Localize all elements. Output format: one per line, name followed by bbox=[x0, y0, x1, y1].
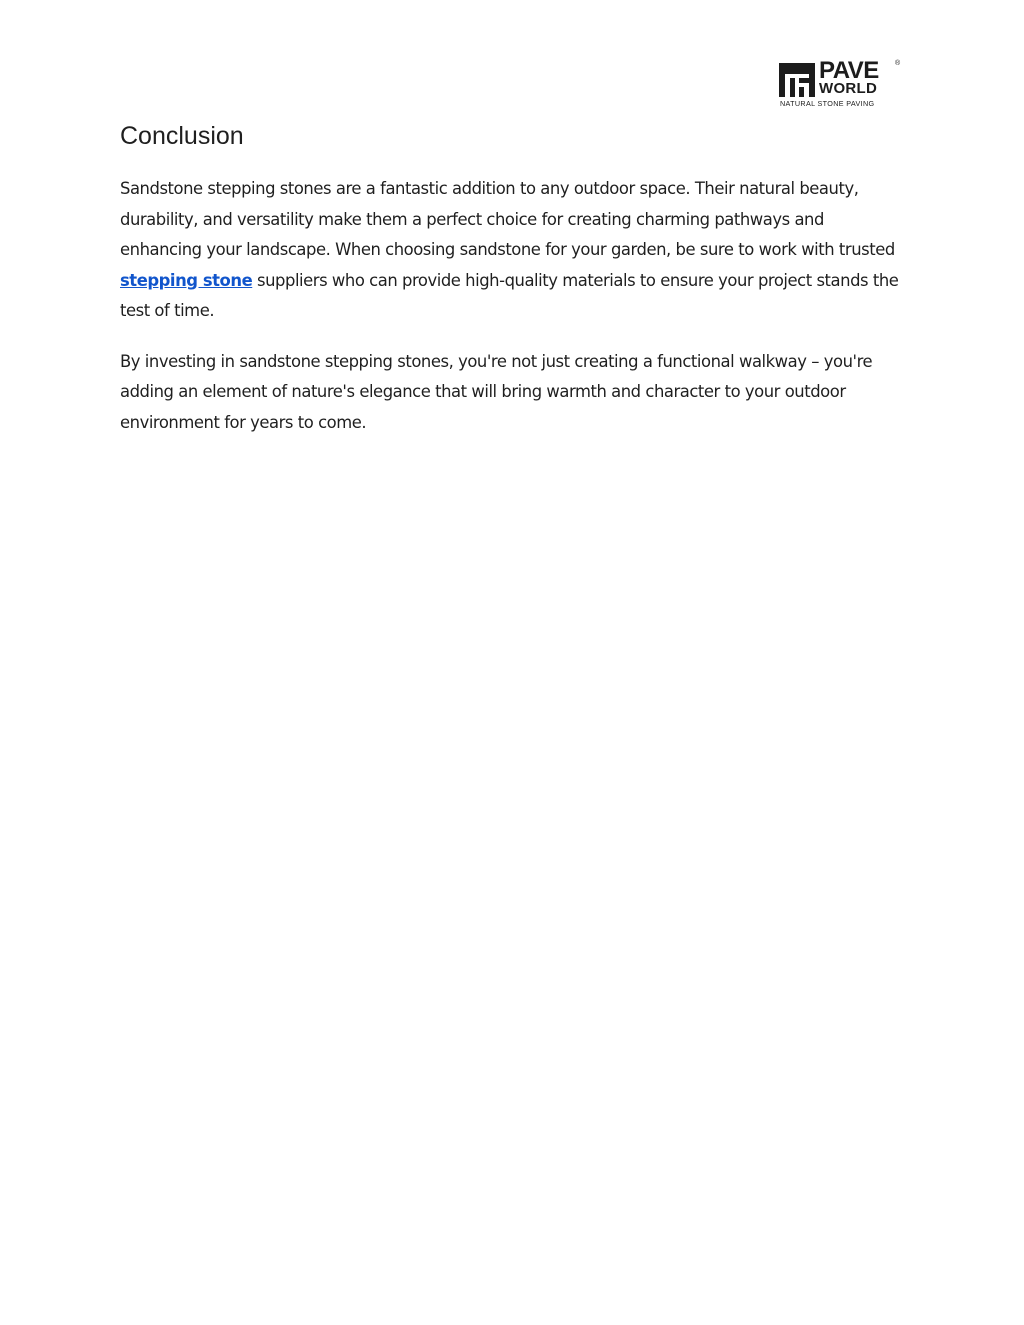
paragraph-text-after-link: suppliers who can provide high-quality materials to ensure your project stands the test of time. bbox=[120, 270, 899, 320]
section-heading: Conclusion bbox=[120, 122, 244, 150]
paragraph-conclusion-2: By investing in sandstone stepping stones, you're not just creating a functional walkway – you're adding an element of nature's elegance that will bring warmth and character to your outdoor environment for years to come. bbox=[120, 351, 873, 432]
logo-brand-line1: PAVE bbox=[819, 57, 879, 84]
document-body bbox=[120, 174, 910, 458]
registered-mark: ® bbox=[895, 60, 901, 67]
logo-brand-line2: WORLD bbox=[819, 80, 878, 97]
logo-mark-icon bbox=[778, 60, 818, 98]
paragraph-text-before-link: Sandstone stepping stones are a fantastic addition to any outdoor space. Their natural beauty, durability, and versatility make them a perfect choice for creating charming pathways and enhancing your landscape. When choosing sandstone for your garden, be sure to work with trusted bbox=[120, 179, 895, 259]
logo-tagline: NATURAL STONE PAVING bbox=[780, 99, 875, 108]
stepping-stone-link[interactable]: stepping stone bbox=[120, 270, 253, 290]
paragraph-conclusion-1 bbox=[120, 174, 910, 327]
pave-world-logo bbox=[778, 57, 904, 110]
